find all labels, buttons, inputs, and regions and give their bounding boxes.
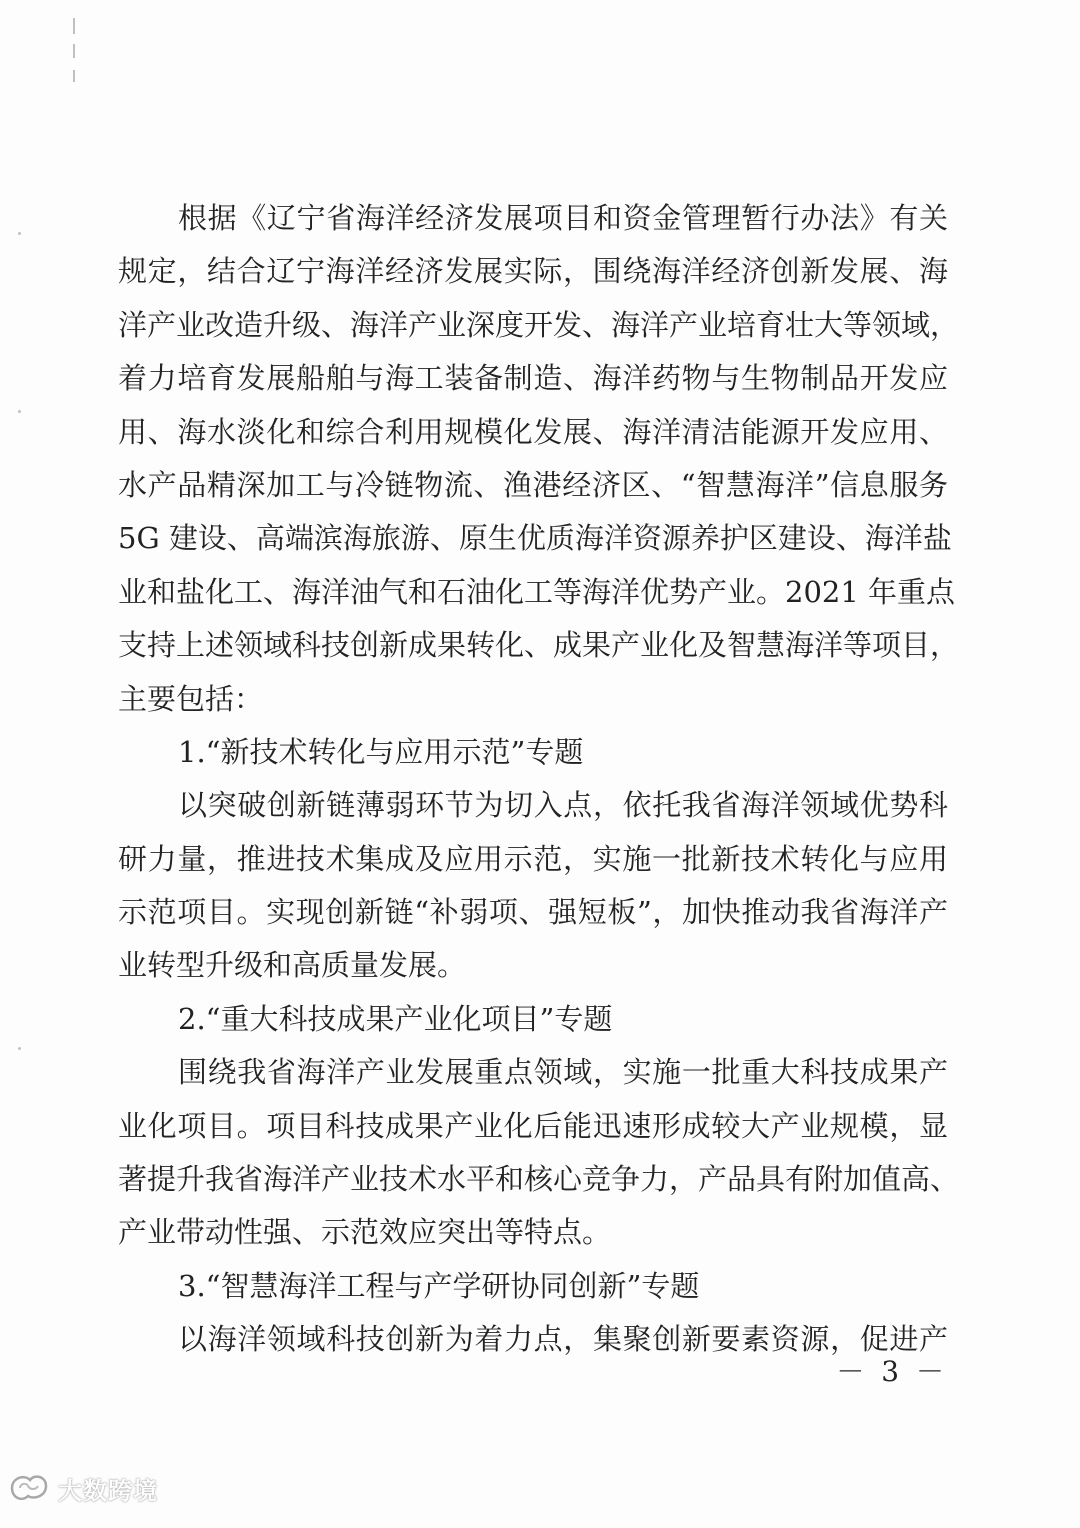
- page-number: － 3 －: [836, 1355, 948, 1388]
- paragraph-line: 业和盐化工、海洋油气和石油化工等海洋优势产业。2021 年重点: [118, 574, 956, 609]
- scan-artifact-mark: [73, 44, 75, 58]
- scan-artifact-dot: [18, 410, 21, 413]
- watermark-text: 大数跨境: [58, 1476, 158, 1505]
- paragraph-line: 5G 建设、高端滨海旅游、原生优质海洋资源养护区建设、海洋盐: [118, 521, 952, 556]
- paragraph-line: 洋产业改造升级、海洋产业深度开发、海洋产业培育壮大等领域，: [118, 307, 960, 342]
- scan-artifact-mark: [73, 70, 75, 82]
- paragraph-line: 主要包括：: [118, 681, 264, 716]
- document-body: [118, 192, 960, 1367]
- scan-artifact-mark: [73, 18, 75, 34]
- scan-artifact-dot: [18, 1047, 21, 1050]
- paragraph-line: 以突破创新链薄弱环节为切入点，依托我省海洋领域优势科: [178, 788, 948, 823]
- paragraph-line: 业化项目。项目科技成果产业化后能迅速形成较大产业规模，显: [118, 1108, 948, 1143]
- paragraph-line: 业转型升级和高质量发展。: [118, 948, 467, 983]
- section-heading: 1.“新技术转化与应用示范”专题: [178, 734, 584, 769]
- paragraph-line: 产业带动性强、示范效应突出等特点。: [118, 1215, 612, 1250]
- paragraph-line: 示范项目。实现创新链“补弱项、强短板”，加快推动我省海洋产: [118, 895, 948, 930]
- section-heading: 2.“重大科技成果产业化项目”专题: [178, 1001, 613, 1036]
- paragraph-line: 以海洋领域科技创新为着力点，集聚创新要素资源，促进产: [178, 1322, 948, 1357]
- section-heading: 3.“智慧海洋工程与产学研协同创新”专题: [178, 1268, 700, 1303]
- paragraph-line: 水产品精深加工与冷链物流、渔港经济区、“智慧海洋”信息服务: [118, 467, 948, 502]
- scan-artifact-dot: [18, 232, 21, 235]
- paragraph-line: 用、海水淡化和综合利用规模化发展、海洋清洁能源开发应用、: [118, 414, 948, 449]
- paragraph-line: 围绕我省海洋产业发展重点领域，实施一批重大科技成果产: [178, 1055, 948, 1090]
- watermark: [6, 1470, 158, 1506]
- paragraph-line: 著提升我省海洋产业技术水平和核心竞争力，产品具有附加值高、: [118, 1162, 960, 1197]
- paragraph-line: 支持上述领域科技创新成果转化、成果产业化及智慧海洋等项目，: [118, 628, 960, 663]
- paragraph-line: 着力培育发展船舶与海工装备制造、海洋药物与生物制品开发应: [118, 361, 948, 396]
- paragraph-line: 研力量，推进技术集成及应用示范，实施一批新技术转化与应用: [118, 841, 948, 876]
- watermark-logo-icon: [6, 1470, 52, 1506]
- paragraph-line: 根据《辽宁省海洋经济发展项目和资金管理暂行办法》有关: [178, 201, 948, 235]
- paragraph-line: 规定，结合辽宁海洋经济发展实际，围绕海洋经济创新发展、海: [118, 254, 948, 289]
